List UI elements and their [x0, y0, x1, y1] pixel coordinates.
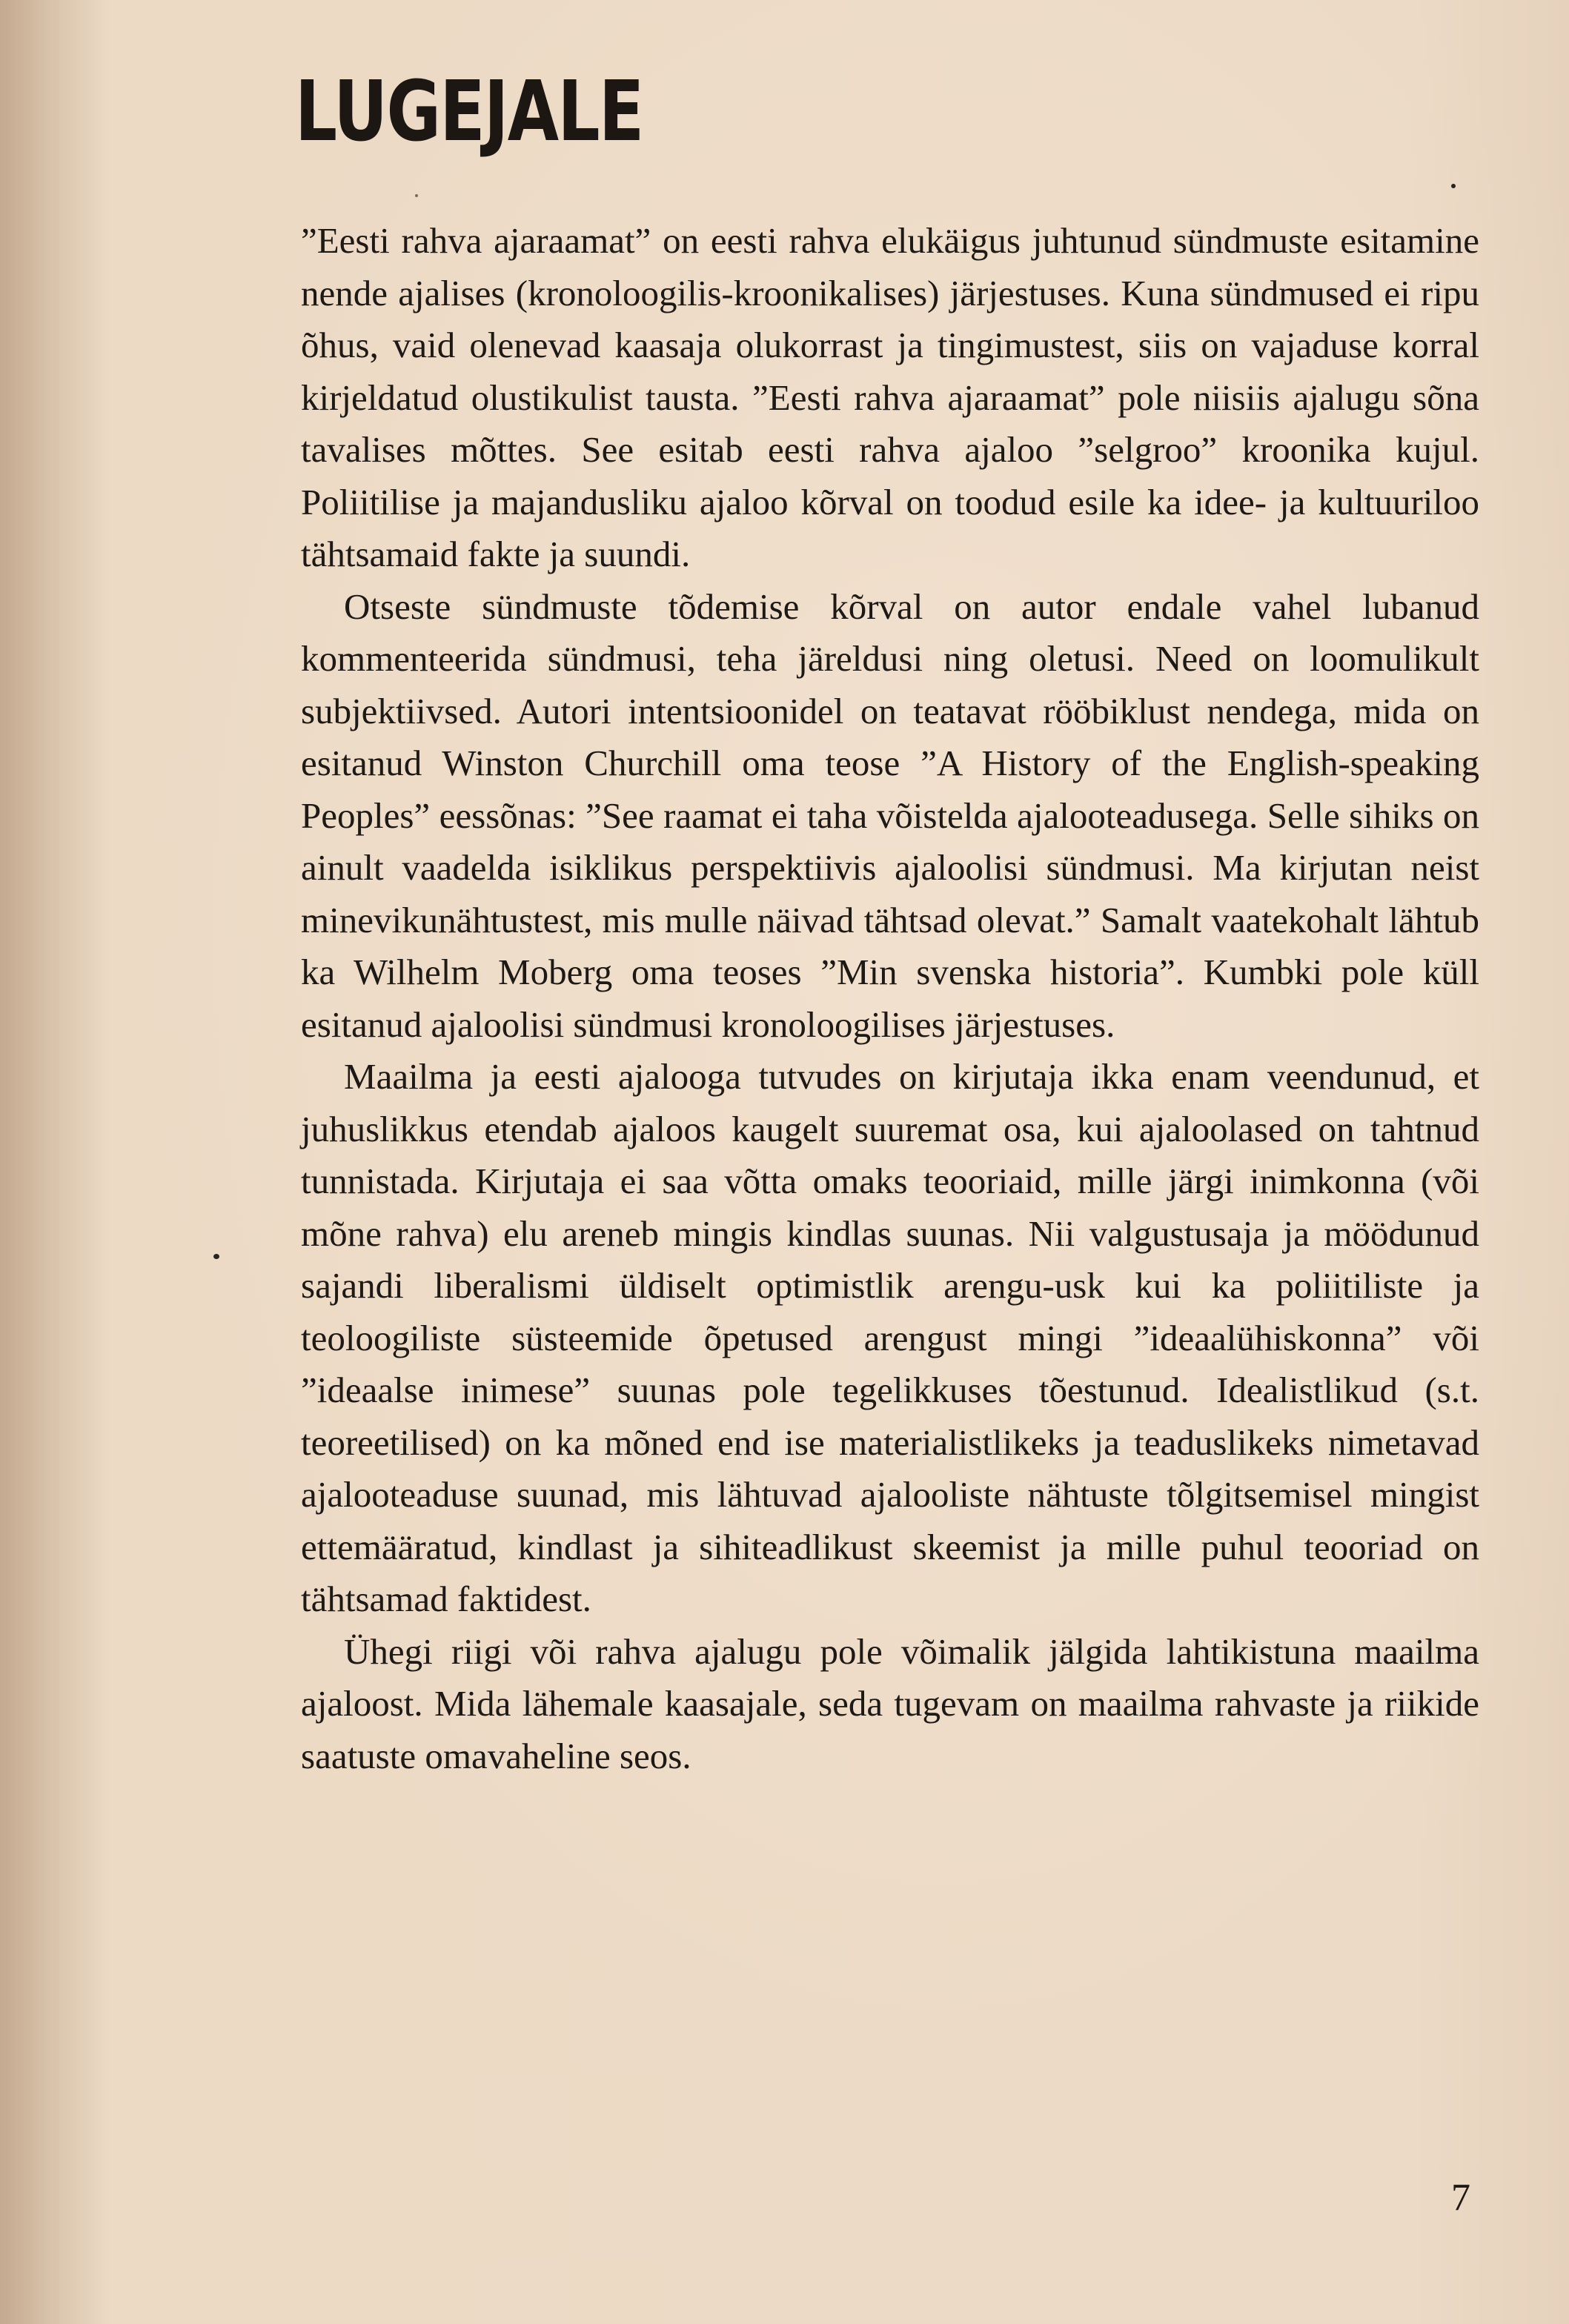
paragraph-3: Maailma ja eesti ajalooga tutvudes on kirjutaja ikka enam veendunud, et juhuslikkus etendab ajaloos kaugelt suuremat osa, kui ajaloolased on tahtnud tunnistada. Kirjutaja ei saa võtta omaks teooriaid, mille järgi inimkonna (või mõne rahva) elu areneb mingis kindlas suunas. Nii valgustusaja ja möödunud sajandi liberalismi üldiselt optimistlik arengu-usk kui ka poliitiliste ja teoloogiliste süsteemide õpetused arengust mingi ”ideaalühiskonna” või ”ideaalse inimese” suunas pole tegelikkuses tõestunud. Idealistlikud (s.t. teoreetilised) on ka mõned end ise materialistlikeks ja teaduslikeks nimetavad ajalooteaduse suunad, mis lähtuvad ajalooliste nähtuste tõlgitsemisel mingist ettemääratud, kindlast ja sihiteadlikust skeemist ja mille puhul teooriad on tähtsamad faktidest.: [301, 1056, 1479, 1619]
page-title: LUGEJALE: [295, 64, 643, 160]
paper-speck: [1451, 184, 1456, 188]
paper-speck: [415, 194, 418, 197]
paragraph-2: Otseste sündmuste tõdemise kõrval on autor endale vahel lubanud kommenteerida sündmusi, teha järeldusi ning oletusi. Need on loomulikult subjektiivsed. Autori intentsioonidel on teatavat rööbiklust nendega, mida on esitanud Winston Churchill oma teose ”A History of the English-speaking Peoples” eessõnas: ”See raamat ei taha võistelda ajalooteadusega. Selle sihiks on ainult vaadelda isiklikus perspektiivis ajaloolisi sündmusi. Ma kirjutan neist minevikunähtustest, mis mulle näivad tähtsad olevat.” Samalt vaatekohalt lähtub ka Wilhelm Moberg oma teoses ”Min svenska historia”. Kumbki pole küll esitanud ajaloolisi sündmusi kronoloogilises järjestuses.: [301, 585, 1479, 1045]
paragraph-4: Ühegi riigi või rahva ajalugu pole võimalik jälgida lahtikistuna maailma ajaloost. Mida lähemale kaasajale, seda tugevam on maailma rahvaste ja riikide saatuste omavaheline seos.: [301, 1630, 1479, 1776]
spine-shadow: [0, 0, 111, 2324]
body-text: [301, 215, 1479, 1782]
paragraph-1: ”Eesti rahva ajaraamat” on eesti rahva elukäigus juhtunud sündmuste esitamine nende ajalises (kronoloogilis-kroonikalises) järjestuses. Kuna sündmused ei ripu õhus, vaid olenevad kaasaja olukorrast ja tingimustest, siis on vajaduse korral kirjeldatud olustikulist tausta. ”Eesti rahva ajaraamat” pole niisiis ajalugu sõna tavalises mõttes. See esitab eesti rahva ajaloo ”selgroo” kroonika kujul. Poliitilise ja majandusliku ajaloo kõrval on toodud esile ka idee- ja kultuuriloo tähtsamaid fakte ja suundi.: [301, 220, 1479, 574]
paper-speck: [213, 1254, 219, 1259]
page-number: 7: [1451, 2177, 1470, 2219]
